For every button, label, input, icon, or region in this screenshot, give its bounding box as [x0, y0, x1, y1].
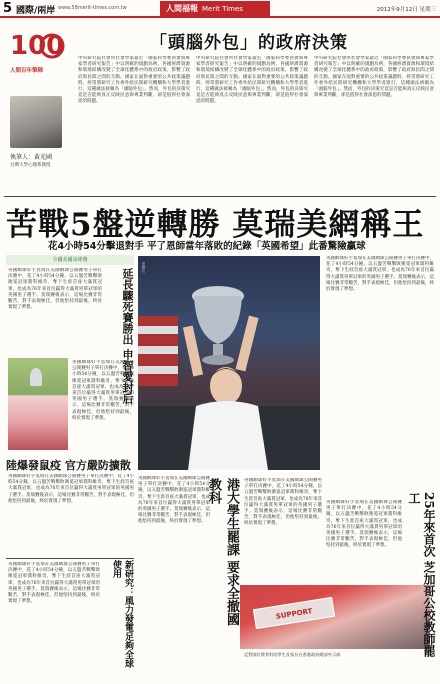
- sidebar-body-2: 英國網球好手莫瑞在美國網球公開賽男子單打決賽中，花了4小時54分鐘，以五盤苦戰擊敗衛冕冠軍喬科維奇，奪下生涯首座大滿貫冠軍，也成為76年來首位贏得大滿貫男單冠軍的英國男子選手。莫瑞賽後表示，這場比賽非常艱苦，對手表現極佳，但他堅持到最後，終於實現了夢想。: [72, 360, 134, 421]
- brand-en: Merit Times: [202, 4, 243, 13]
- hundred-years-logo: [8, 26, 66, 66]
- section-divider: [4, 196, 436, 197]
- editorial-headline: 「頭腦外包」的政府決策: [150, 33, 348, 53]
- main-story-body-cont2: 英國網球好手莫瑞在美國網球公開賽男子單打決賽中，花了4小時54分鐘，以五盤苦戰擊敗衛冕冠軍喬科維奇，奪下生涯首座大滿貫冠軍，也成為76年來首位贏得大滿貫男單冠軍的英國男子選手。莫瑞賽後表示，這場比賽非常艱苦，對手表現極佳，但他堅持到最後，終於實現了夢想。: [326, 500, 402, 549]
- sidebar-headline: 延長驟死賽勝出 申智愛封后: [121, 268, 134, 404]
- issue-date: 2012年9月12日 星期三: [376, 7, 436, 13]
- author-title: 台灣大學心理系教授: [10, 163, 51, 168]
- main-subhead: 花4小時54分擊退對手 平了恩師當年落敗的紀錄「英國希望」此番驚險贏球: [48, 241, 366, 252]
- editorial-body-col2: 中央研究院社會所社會學家最近「國家科學委員會與專家學者研究報告」中以明確的規劃為例，各國經濟資源和環境結構改變了全球化體系中的政府政策，影響了政府與民間之間的互動。國家在面對重要的公共政策議題時，經常將研究工作委外給民間研究機構和大學學者進行，這種做法被稱為「頭腦外包」。然而，外包的決策究竟是否能夠真正反映民意與專業判斷，卻是值得社會深思的問題。: [196, 56, 308, 105]
- murray-trophy-photo: [138, 256, 320, 470]
- editorial-body-col3: 中央研究院社會所社會學家最近「國家科學委員會與專家學者研究報告」中以明確的規劃為例，各國經濟資源和環境結構改變了全球化體系中的政府政策，影響了政府與民間之間的互動。國家在面對重要的公共政策議題時，經常將研究工作委外給民間研究機構和大學學者進行，這種做法被稱為「頭腦外包」。然而，外包的決策究竟是否能夠真正反映民意與專業判斷，卻是值得社會深思的問題。: [314, 56, 434, 99]
- logo-caption: 人間百年筆陣: [10, 68, 44, 74]
- protest-banner: SUPPORT: [253, 597, 335, 629]
- logo-number: 100: [10, 31, 65, 61]
- hk-headline: 港大學生罷課 要求全撤國教科: [206, 478, 239, 626]
- photo-credit: 美聯社: [142, 262, 146, 273]
- sidebar-body: 英國網球好手莫瑞在美國網球公開賽男子單打決賽中，花了4小時54分鐘，以五盤苦戰擊敗衛冕冠軍喬科維奇，奪下生涯首座大滿貫冠軍，也成為76年來首位贏得大滿貫男單冠軍的英國男子選手。莫瑞賽後表示，這場比賽非常艱苦，對手表現極佳，但他堅持到最後，終於實現了夢想。: [8, 268, 102, 311]
- main-story-body: 英國網球好手莫瑞在美國網球公開賽男子單打決賽中，花了4小時54分鐘，以五盤苦戰擊敗衛冕冠軍喬科維奇，奪下生涯首座大滿貫冠軍，也成為76年來首位贏得大滿貫男單冠軍的英國男子選手。莫瑞賽後表示，這場比賽非常艱苦，對手表現極佳，但他堅持到最後，終於實現了夢想。: [326, 256, 434, 293]
- sidebar-divider: [6, 558, 134, 559]
- photo-illustration: [138, 256, 320, 470]
- editorial-body-col1: 中央研究院社會所社會學家最近「國家科學委員會與專家學者研究報告」中以明確的規劃為例，各國經濟資源和環境結構改變了全球化體系中的政府政策，影響了政府與民間之間的互動。國家在面對重要的公共政策議題時，經常將研究工作委外給民間研究機構和大學學者進行，這種做法被稱為「頭腦外包」。然而，外包的決策究竟是否能夠真正反映民意與專業判斷，卻是值得社會深思的問題。: [78, 56, 190, 105]
- hk-photo-caption: 反對國民教育科的學生及家長在香港政府總部外示威: [244, 652, 341, 657]
- hk-body: 英國網球好手莫瑞在美國網球公開賽男子單打決賽中，花了4小時54分鐘，以五盤苦戰擊敗衛冕冠軍喬科維奇，奪下生涯首座大滿貫冠軍，也成為76年來首位贏得大滿貫男單冠軍的英國男子選手。莫瑞賽後表示，這場比賽非常艱苦，對手表現極佳，但他堅持到最後，終於實現了夢想。: [244, 478, 322, 527]
- sidebar-label: 全國美國高球賽: [6, 255, 134, 265]
- plague-headline: 陸爆發鼠疫 官方嚴防擴散: [6, 459, 131, 472]
- wind-headline: 新研究：風力發電足夠全球使用: [111, 560, 133, 668]
- page-number: 5: [3, 1, 13, 16]
- brand-cn: 人間福報: [166, 4, 198, 13]
- golf-trophy: [30, 368, 42, 386]
- plague-body: 英國網球好手莫瑞在美國網球公開賽男子單打決賽中，花了4小時54分鐘，以五盤苦戰擊敗衛冕冠軍喬科維奇，奪下生涯首座大滿貫冠軍，也成為76年來首位贏得大滿貫男單冠軍的英國男子選手。莫瑞賽後表示，這場比賽非常艱苦，對手表現極佳，但他堅持到最後，終於實現了夢想。: [8, 474, 134, 504]
- masthead-brand: [160, 1, 270, 16]
- site-url[interactable]: www.58merit-times.com.tw: [58, 5, 127, 11]
- wind-body: 英國網球好手莫瑞在美國網球公開賽男子單打決賽中，花了4小時54分鐘，以五盤苦戰擊敗衛冕冠軍喬科維奇，奪下生涯首座大滿貫冠軍，也成為76年來首位贏得大滿貫男單冠軍的英國男子選手。莫瑞賽後表示，這場比賽非常艱苦，對手表現極佳，但他堅持到最後，終於實現了夢想。: [8, 562, 100, 605]
- main-story-body-cont: 英國網球好手莫瑞在美國網球公開賽男子單打決賽中，花了4小時54分鐘，以五盤苦戰擊敗衛冕冠軍喬科維奇，奪下生涯首座大滿貫冠軍，也成為76年來首位贏得大滿貫男單冠軍的英國男子選手。莫瑞賽後表示，這場比賽非常艱苦，對手表現極佳，但他堅持到最後，終於實現了夢想。: [138, 476, 210, 525]
- author-name: 執筆人：黃光國: [10, 154, 53, 161]
- section-label: 國際∕兩岸: [16, 6, 56, 16]
- author-portrait: [10, 96, 62, 148]
- main-headline: 苦戰5盤逆轉勝 莫瑞美網稱王: [6, 207, 425, 243]
- chicago-headline: 25年來首次 芝加哥公校教師罷工: [407, 492, 436, 657]
